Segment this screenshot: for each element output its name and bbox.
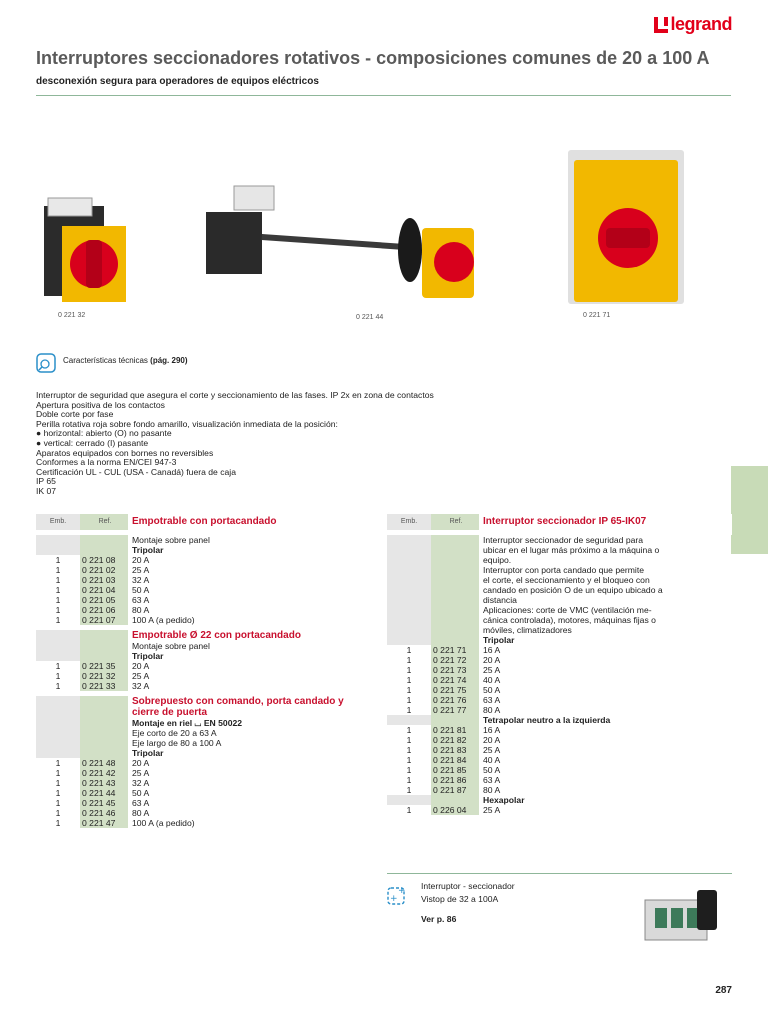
row-emb: 1 <box>406 745 412 755</box>
row-desc: 25 A <box>132 768 150 778</box>
row-desc: 16 A <box>483 645 501 655</box>
tech-note-page: (pág. 290) <box>150 356 188 365</box>
cross-reference <box>387 873 732 934</box>
row-ref: 0 221 83 <box>431 745 479 755</box>
row-emb: 1 <box>55 788 61 798</box>
row-emb: 1 <box>406 765 412 775</box>
description-line: Interruptor seccionador de seguridad para <box>483 535 644 545</box>
table-row <box>387 755 732 765</box>
row-ref: 0 221 02 <box>80 565 128 575</box>
table-row <box>387 735 732 745</box>
row-emb: 1 <box>406 725 412 735</box>
row-desc: 20 A <box>132 555 150 565</box>
table-row <box>387 705 732 715</box>
row-desc: 32 A <box>132 575 150 585</box>
row-desc: 25 A <box>483 745 501 755</box>
page-subtitle: desconexión segura para operadores de equipos eléctricos <box>36 76 319 87</box>
col-header-ref: Ref. <box>80 514 128 530</box>
table-row <box>36 758 366 768</box>
row-ref: 0 221 35 <box>80 661 128 671</box>
row-ref: 0 221 82 <box>431 735 479 745</box>
group-heading: Tripolar <box>132 651 164 661</box>
intro-line: Conformes a la norma EN/CEI 947-3 <box>36 457 177 468</box>
row-ref: 0 221 06 <box>80 605 128 615</box>
row-desc: 80 A <box>132 605 150 615</box>
table-row <box>36 681 366 691</box>
table-row <box>387 745 732 755</box>
row-ref: 0 221 74 <box>431 675 479 685</box>
row-emb: 1 <box>55 575 61 585</box>
table-row <box>36 605 366 615</box>
row-emb: 1 <box>55 671 61 681</box>
table-row <box>387 665 732 675</box>
product-photo-022144 <box>198 182 480 302</box>
row-emb: 1 <box>406 805 412 815</box>
intro-line: ● vertical: cerrado (I) pasante <box>36 437 149 448</box>
row-desc: 40 A <box>483 675 501 685</box>
caption-2: 0 221 44 <box>356 314 384 321</box>
description-line: ubicar en el lugar más próximo a la máquina o <box>483 545 660 555</box>
intro-text <box>36 391 556 497</box>
intro-line: Perilla rotativa roja sobre fondo amarillo, visualización inmediata de la posición: <box>36 418 338 429</box>
row-desc: 16 A <box>483 725 501 735</box>
row-emb: 1 <box>55 758 61 768</box>
intro-line: IP 65 <box>36 476 56 487</box>
brand-name: legrand <box>670 14 732 34</box>
row-desc: 20 A <box>483 655 501 665</box>
row-desc: 63 A <box>132 798 150 808</box>
row-desc: 50 A <box>483 765 501 775</box>
description-line: el corte, el seccionamiento y el bloqueo con <box>483 575 650 585</box>
row-emb: 1 <box>406 775 412 785</box>
svg-text:+: + <box>398 886 406 896</box>
technical-sheet-icon <box>36 353 58 373</box>
row-emb: 1 <box>406 695 412 705</box>
table-row <box>387 645 732 655</box>
row-desc: 80 A <box>132 808 150 818</box>
row-desc: 20 A <box>132 758 150 768</box>
group-heading: Tripolar <box>132 545 164 555</box>
row-emb: 1 <box>406 665 412 675</box>
row-desc: 25 A <box>132 565 150 575</box>
description-line: equipo. <box>483 555 512 565</box>
row-desc: 63 A <box>483 695 501 705</box>
intro-line: IK 07 <box>36 485 57 496</box>
group-heading: Tripolar <box>132 748 164 758</box>
row-desc: 32 A <box>132 681 150 691</box>
crossref-link[interactable]: Ver p. 86 <box>421 914 457 924</box>
row-desc: 20 A <box>483 735 501 745</box>
row-ref: 0 221 45 <box>80 798 128 808</box>
product-photo-022171 <box>566 146 686 306</box>
section-title: Empotrable Ø 22 con portacandado <box>132 630 301 641</box>
page-number: 287 <box>715 985 732 996</box>
table-row <box>36 615 366 625</box>
row-ref: 0 221 73 <box>431 665 479 675</box>
description-line: Aplicaciones: corte de VMC (ventilación me- <box>483 605 652 615</box>
table-row <box>387 685 732 695</box>
crossref-line2: Vistop de 32 a 100A <box>421 894 499 904</box>
table-row <box>36 595 366 605</box>
row-emb: 1 <box>406 705 412 715</box>
description-line: cánica controlada), motores, máquinas fijas o <box>483 615 656 625</box>
row-emb: 1 <box>406 645 412 655</box>
table-row <box>387 765 732 775</box>
table-right <box>387 514 732 815</box>
row-ref: 0 221 77 <box>431 705 479 715</box>
row-emb: 1 <box>55 818 61 828</box>
table-row <box>36 778 366 788</box>
row-ref: 0 221 84 <box>431 755 479 765</box>
col-header-ref: Ref. <box>431 514 479 530</box>
col-header-emb: Emb. <box>387 514 431 530</box>
table-row <box>387 695 732 705</box>
row-emb: 1 <box>55 778 61 788</box>
section-title: Sobrepuesto con comando, porta candado y cierre de puerta <box>132 696 344 718</box>
shaft-short: Eje corto de 20 a 63 A <box>132 728 217 738</box>
row-emb: 1 <box>406 735 412 745</box>
row-desc: 20 A <box>132 661 150 671</box>
svg-text:+: + <box>390 894 398 904</box>
row-emb: 1 <box>55 615 61 625</box>
row-ref: 0 221 44 <box>80 788 128 798</box>
row-desc: 80 A <box>483 705 501 715</box>
shaft-long: Eje largo de 80 a 100 A <box>132 738 222 748</box>
intro-line: Interruptor de seguridad que asegura el corte y seccionamiento de las fases. IP 2x en zona de contactos <box>36 390 434 400</box>
group-heading: Tetrapolar neutro a la izquierda <box>483 715 611 725</box>
row-desc: 50 A <box>132 788 150 798</box>
caption-3: 0 221 71 <box>583 312 611 319</box>
row-desc: 25 A <box>132 671 150 681</box>
intro-line: Aparatos equipados con bornes no reversibles <box>36 447 214 458</box>
table-row <box>36 565 366 575</box>
table-row <box>387 805 732 815</box>
table-row <box>36 575 366 585</box>
table-row <box>387 785 732 795</box>
intro-line: Doble corte por fase <box>36 409 114 420</box>
caption-1: 0 221 32 <box>58 312 86 319</box>
row-desc: 80 A <box>483 785 501 795</box>
row-emb: 1 <box>55 555 61 565</box>
row-emb: 1 <box>55 565 61 575</box>
table-row <box>36 661 366 671</box>
row-ref: 0 221 03 <box>80 575 128 585</box>
row-ref: 0 221 08 <box>80 555 128 565</box>
row-desc: 50 A <box>483 685 501 695</box>
row-desc: 100 A (a pedido) <box>132 818 195 828</box>
table-row <box>36 808 366 818</box>
table-row <box>36 798 366 808</box>
description-line: móviles, climatizadores <box>483 625 572 635</box>
row-emb: 1 <box>55 605 61 615</box>
section-side-tab <box>731 466 768 554</box>
row-ref: 0 221 85 <box>431 765 479 775</box>
row-emb: 1 <box>55 595 61 605</box>
row-desc: 25 A <box>483 665 501 675</box>
row-emb: 1 <box>406 755 412 765</box>
row-desc: 63 A <box>132 595 150 605</box>
product-photo-022132 <box>40 196 130 306</box>
row-emb: 1 <box>55 808 61 818</box>
row-emb: 1 <box>55 661 61 671</box>
row-ref: 0 221 32 <box>80 671 128 681</box>
row-ref: 0 221 71 <box>431 645 479 655</box>
group-heading: Hexapolar <box>483 795 525 805</box>
header-divider <box>36 95 731 96</box>
description-line: Interruptor con porta candado que permite <box>483 565 644 575</box>
page-title: Interruptores seccionadores rotativos - composiciones comunes de 20 a 100 A <box>36 48 710 68</box>
table-row <box>36 788 366 798</box>
tech-note[interactable] <box>63 356 188 365</box>
row-desc: 63 A <box>483 775 501 785</box>
brand-logo <box>654 14 732 35</box>
row-ref: 0 221 05 <box>80 595 128 605</box>
table-row <box>36 585 366 595</box>
table-row <box>387 775 732 785</box>
row-ref: 0 221 48 <box>80 758 128 768</box>
row-ref: 0 221 46 <box>80 808 128 818</box>
table-left <box>36 514 366 828</box>
description-line: distancia <box>483 595 517 605</box>
row-emb: 1 <box>55 768 61 778</box>
row-emb: 1 <box>406 675 412 685</box>
intro-line: Certificación UL - CUL (USA - Canadá) fuera de caja <box>36 466 236 477</box>
table-row <box>387 655 732 665</box>
mount-type: Montaje sobre panel <box>132 535 210 545</box>
table-row <box>36 671 366 681</box>
table-row <box>36 818 366 828</box>
row-emb: 1 <box>55 585 61 595</box>
row-ref: 0 221 75 <box>431 685 479 695</box>
mount-type: Montaje en riel ⌴ EN 50022 <box>132 718 243 728</box>
row-ref: 0 221 07 <box>80 615 128 625</box>
row-ref: 0 221 33 <box>80 681 128 691</box>
row-ref: 0 221 47 <box>80 818 128 828</box>
row-ref: 0 221 43 <box>80 778 128 788</box>
crossref-line1: Interruptor - seccionador <box>421 881 515 891</box>
legrand-logo-icon <box>654 17 668 33</box>
mount-type: Montaje sobre panel <box>132 641 210 651</box>
table-row <box>36 768 366 778</box>
table-row <box>387 725 732 735</box>
table-row <box>387 675 732 685</box>
section-title: Interruptor seccionador IP 65-IK07 <box>479 514 732 530</box>
row-emb: 1 <box>55 798 61 808</box>
row-ref: 0 221 42 <box>80 768 128 778</box>
description-line: candado en posición O de un equipo ubicado a <box>483 585 663 595</box>
row-ref: 0 221 86 <box>431 775 479 785</box>
row-emb: 1 <box>406 785 412 795</box>
col-header-emb: Emb. <box>36 514 80 530</box>
row-emb: 1 <box>406 685 412 695</box>
row-ref: 0 221 87 <box>431 785 479 795</box>
row-desc: 25 A <box>483 805 501 815</box>
vistop-product-photo <box>641 884 725 946</box>
group-heading: Tripolar <box>483 635 515 645</box>
row-ref: 0 221 81 <box>431 725 479 735</box>
row-ref: 0 221 76 <box>431 695 479 705</box>
table-row <box>36 555 366 565</box>
row-emb: 1 <box>406 655 412 665</box>
row-desc: 100 A (a pedido) <box>132 615 195 625</box>
intro-line: Apertura positiva de los contactos <box>36 399 165 410</box>
row-ref: 0 221 04 <box>80 585 128 595</box>
accessory-plus-icon <box>387 884 409 906</box>
row-ref: 0 226 04 <box>431 805 479 815</box>
row-desc: 40 A <box>483 755 501 765</box>
intro-line: ● horizontal: abierto (O) no pasante <box>36 428 172 439</box>
row-desc: 32 A <box>132 778 150 788</box>
row-desc: 50 A <box>132 585 150 595</box>
section-title: Empotrable con portacandado <box>128 514 366 530</box>
tech-note-label: Características técnicas <box>63 356 148 365</box>
row-emb: 1 <box>55 681 61 691</box>
row-ref: 0 221 72 <box>431 655 479 665</box>
